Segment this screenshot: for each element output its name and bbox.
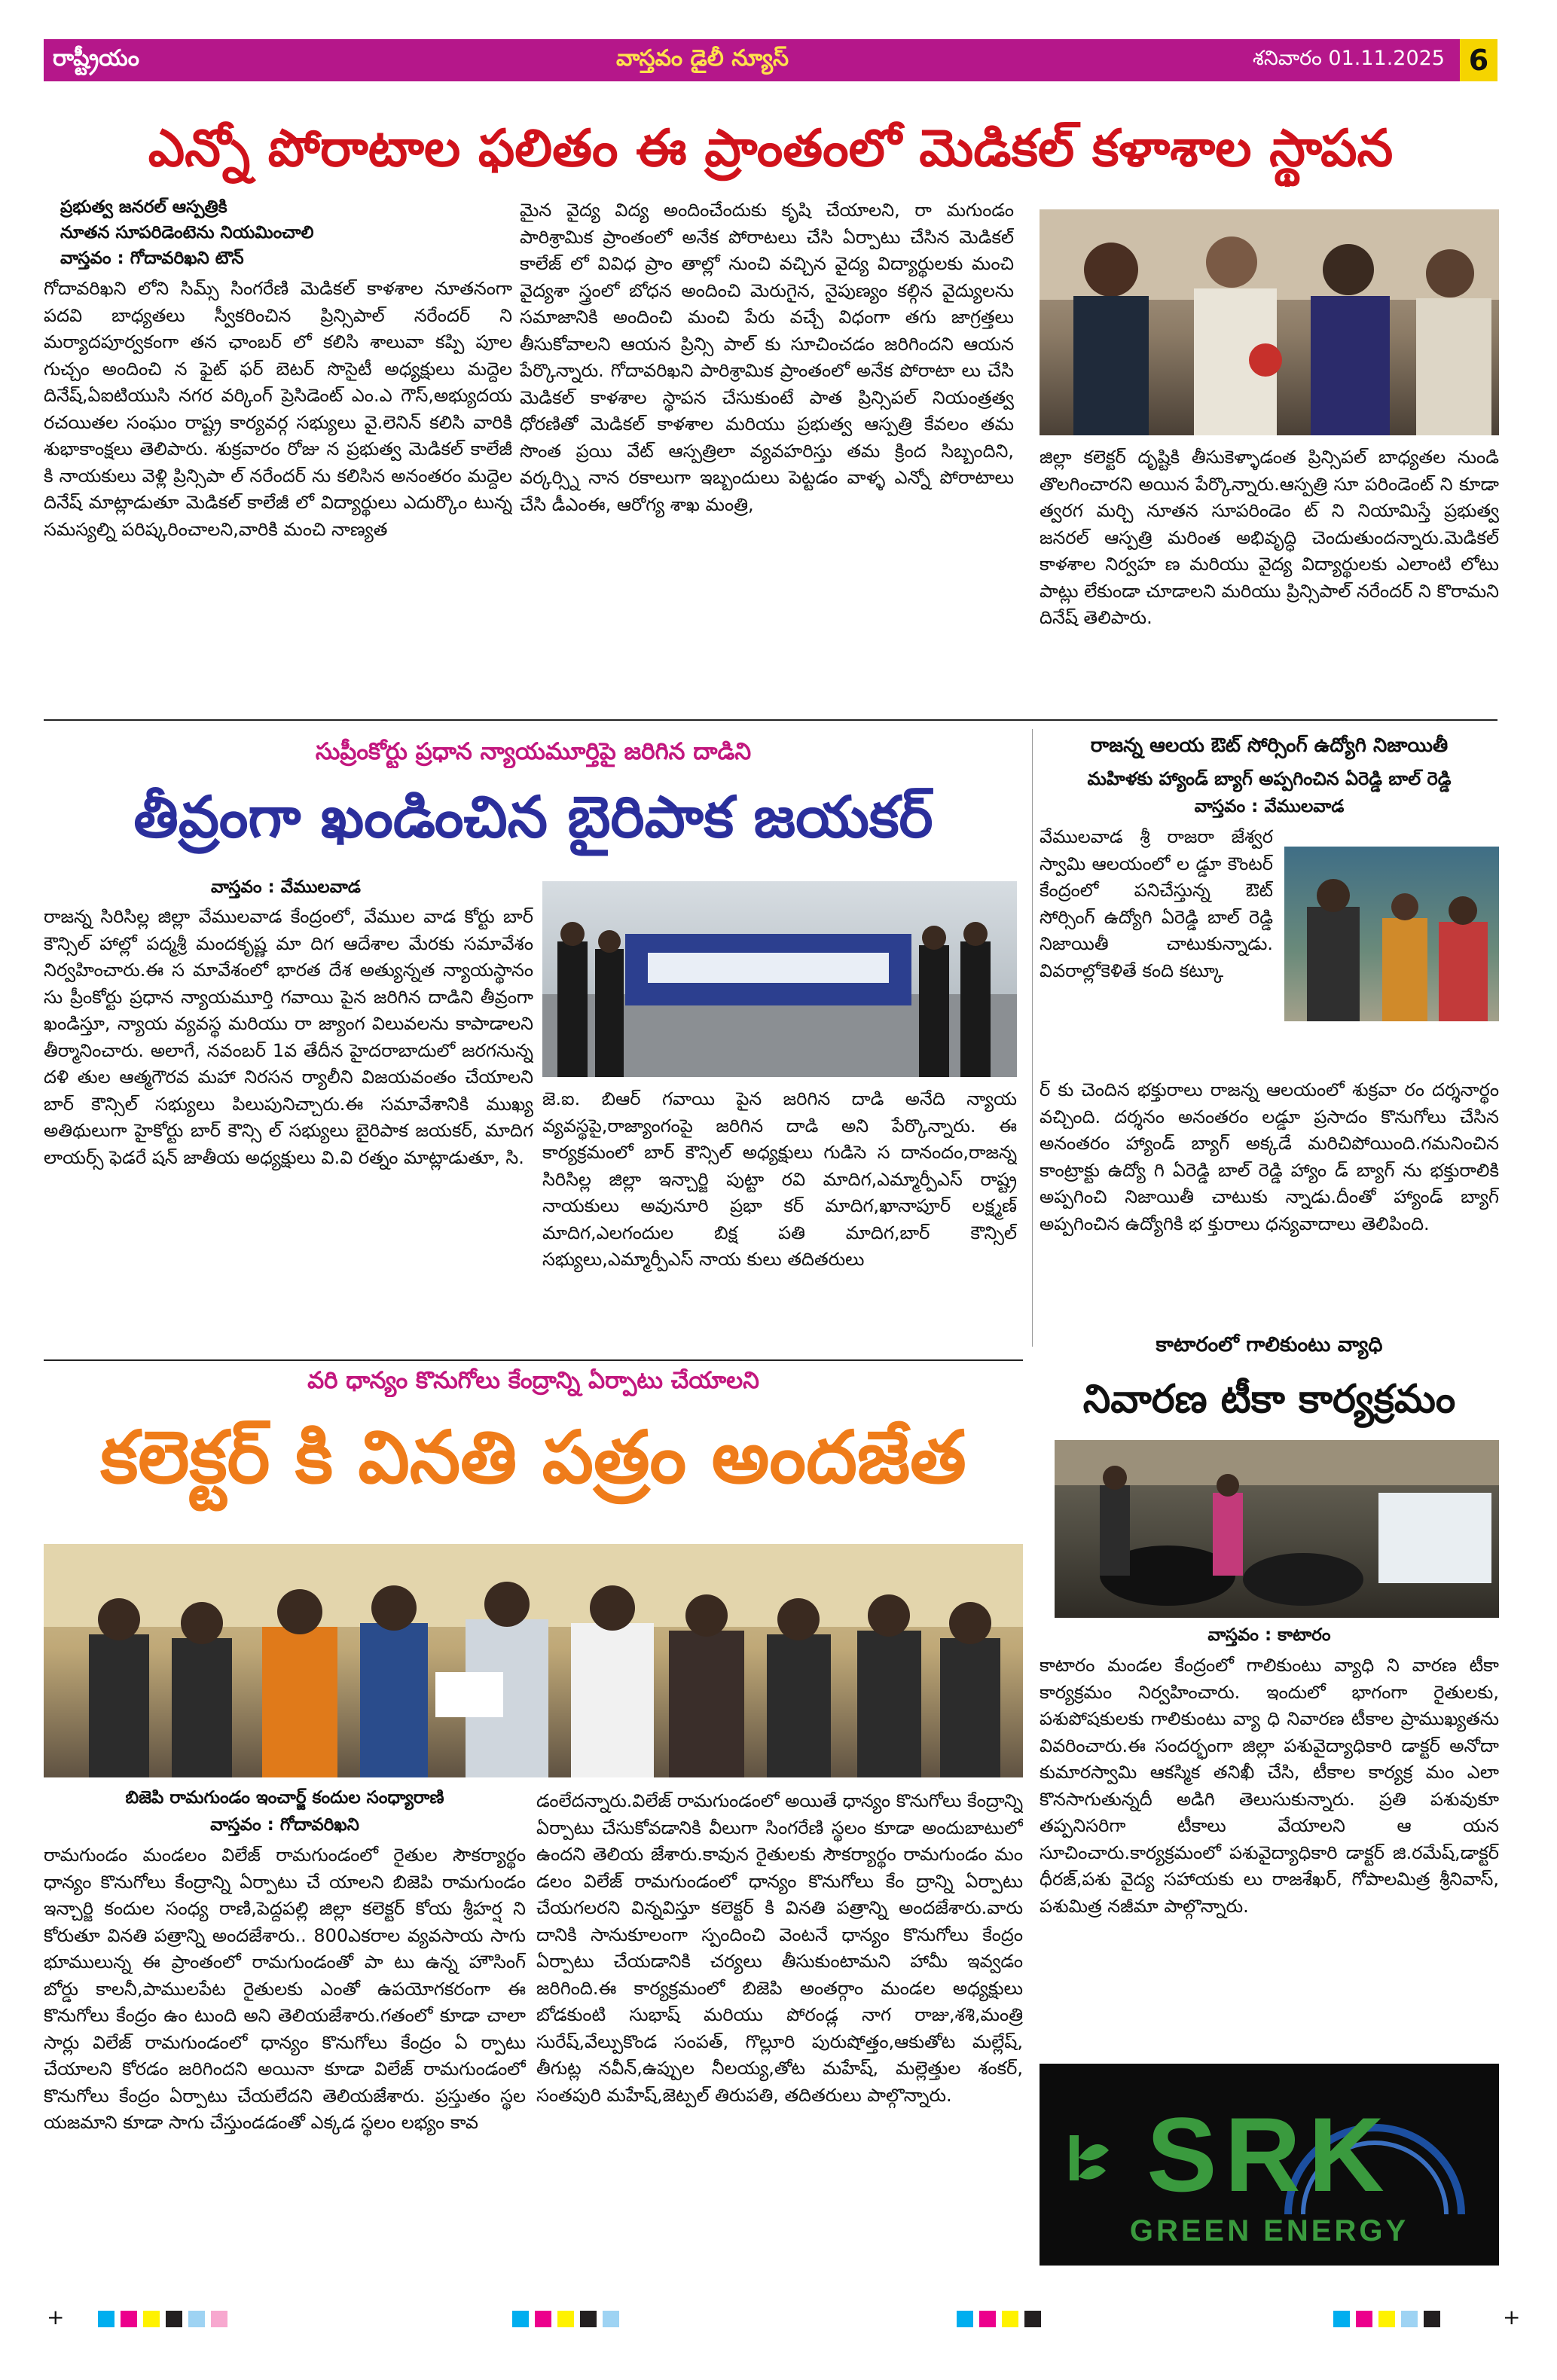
section-divider-lower <box>44 1359 1023 1361</box>
medical-col-2: మైన వైద్య విద్య అందించేందుకు కృషి చేయాలని, రా మగుండం పారిశ్రామిక ప్రాంతంలో అనేక పోరాటలు చేసి ఏర్పాటు చేసిన మెడికల్ కాలేజ్ లో వివిధ ప్రాం తాల్లో నుంచి వచ్చిన వైద్య విద్యార్థులకు మంచి వైద్యశా స్త్రంలో బోధన అందించి మెరుగైన, నైపుణ్యం కల్గిన వైద్యులను సమాజానికి అందించి మంచి పేరు వచ్చే విధంగా తగు జాగ్రత్తలు తీసుకోవాలని ఆయన ప్రిన్సి పాల్ కు సూచించడం జరిగిందని ఆయన పేర్కొన్నారు. గోదావరిఖని పారిశ్రామిక ప్రాంతంలో అనేక పోరాటా లు చేసి మెడికల్ కాళశాల స్థాపన చేసుకుంటే పాత ప్రిన్సిపల్ నియంత్రత్వ ధోరణితో మెడికల్ కాళశాల మరియు ప్రభుత్వ ఆస్పత్రి కేవలం తమ సొంత ప్రయి వేట్ ఆస్పత్రిలా వ్యవహరిస్తు తమ క్రింద సిబ్బందిని, వర్కర్స్ని నాన రకాలుగా ఇబ్బందులు పెట్టడం వాళ్ళ ఎన్నో పోరాటాలు చేసి డీఎంఈ, ఆరోగ్య శాఖ మంత్రి, <box>520 200 1014 515</box>
medical-col-3: జిల్లా కలెక్టర్ దృష్టికి తీసుకెళ్ళాడంత ప్రిన్సిపల్ బాధ్యతల నుండి తొలగించారని అయిన పేర్కొన్నారు.ఆస్పత్రి సూ పరిండెంట్ ని కూడా త్వరగ మర్చి నూతన సూపరిండెం ట్ ని నియామిస్తే ప్రభుత్వ జనరల్ ఆస్పత్రి మరింత అభివృద్ధి చెందుతుందన్నారు.మెడికల్ కాళశాల నిర్వహ ణ మరియు వైద్య విద్యార్థులకు ఎలాంటి లోటు పాట్లు లేకుండా చూడాలని మరియు ప్రిన్సిపాల్ నరేందర్ ని కొరామని దినేష్ తెలిపారు. <box>1040 447 1499 628</box>
colour-bar-1 <box>98 2311 249 2327</box>
vaccine-dateline: వాస్తవం : కాటారం <box>1207 1625 1331 1645</box>
temple-headline: మహిళకు హ్యాండ్ బ్యాగ్ అప్పగించిన ఏరెడ్డి బాల్ రెడ్డి <box>1087 768 1452 789</box>
page-header <box>44 39 1497 81</box>
masthead: వాస్తవం డైలీ న్యూస్ <box>616 45 789 72</box>
paddy-col-1: రామగుండం మండలం విలేజ్ రామగుండంలో రైతుల సౌకర్యార్థం ధాన్యం కొనుగోలు కేంద్రాన్ని ఏర్పాటు చే యాలని బిజెపి రామగుండం ఇన్చార్జి కందుల సంధ్య రాణి,పెద్దపల్లి జిల్లా కలెక్టర్ కోయ శ్రీహర్ష ని కోరుతూ వినతి పత్రాన్ని అందజేశారు.. 800ఎకరాల వ్యవసాయ సాగు భూములున్న ఈ ప్రాంతంలో రామగుండంతో పా టు ఉన్న హౌసింగ్ బోర్డు కాలనీ,పాములపేట రైతులకు ఎంతో ఉపయోగకరంగా ఈ కొనుగోలు కేంద్రం ఉం టుంది అని తెలియజేశారు.గతంలో కూడా చాలా సార్లు విలేజ్ రామగుండంలో ధాన్యం కొనుగోలు కేంద్రం ఏ ర్పాటు చేయాలని కోరడం జరిగిందని అయినా కూడా విలేజ్ రామగుండంలో కొనుగోలు కేంద్రం ఏర్పాటు చేయలేదని తెలియజేశారు. ప్రస్తుతం స్థల యజమాని కూడా సాగు చేస్తుండడంతో ఎక్కడ స్థలం లభ్యం కావ <box>44 1844 526 2133</box>
temple-dateline: వాస్తవం : వేములవాడ <box>1194 797 1345 816</box>
registration-mark-left: + <box>47 2305 65 2330</box>
jayakar-headline: తీవ్రంగా ఖండించిన బైరిపాక జయకర్ <box>133 783 933 850</box>
medical-subhead-1: ప్రభుత్వ జనరల్ ఆస్పత్రికి <box>60 197 227 217</box>
temple-kicker: రాజన్న ఆలయ ఔట్ సోర్సింగ్ ఉద్యోగి నిజాయితీ <box>1090 734 1449 757</box>
section-label: రాష్ట్రీయం <box>53 45 139 72</box>
section-divider <box>44 719 1497 721</box>
paddy-col-2: డంలేదన్నారు.విలేజ్ రామగుండంలో అయితే ధాన్యం కొనుగోలు కేంద్రాన్ని ఏర్పాటు చేసుకోవడానికి వీలుగా సింగరేణి స్థలం కూడా అందుబాటులో ఉందని తెలియ జేశారు.కావున రైతులకు సౌకర్యార్థం రామగుండం మం డలం విలేజ్ రామగుండంలో ధాన్యం కొనుగోలు కేం ద్రాన్ని ఏర్పాటు చేయగలరని విన్నవిస్తూ కలెక్టర్ కి వినతి పత్రాన్ని అందజేశారు.వారు దానికి సానుకూలంగా స్పందించి వెంటనే ధాన్యం కొనుగోలు కేంద్రం ఏర్పాటు చేయడానికి చర్యలు తీసుకుంటామని హామీ ఇవ్వడం జరిగింది.ఈ కార్యక్రమంలో బిజెపి అంతర్గాం మండల అధ్యక్షులు బోడకుంటి సుభాష్ మరియు పోరండ్ల నాగ రాజు,శశి,మంత్రి సురేష్,వేల్పుకొండ సంపత్, గొల్లూరి పురుషోత్తం,ఆకుతోట మల్లేష్, తీగుట్ల నవీన్,ఉప్పుల నీలయ్య,తోట మహేష్, మల్లెత్తుల శంకర్, సంతపురి మహేష్,జెట్పల్ తిరుపతి, తదితరులు పాల్గొన్నారు. <box>536 1790 1023 2106</box>
vaccine-photo <box>1055 1440 1499 1618</box>
colour-bar-2 <box>512 2311 663 2327</box>
issue-date: శనివారం 01.11.2025 <box>1253 47 1445 70</box>
temple-text-full: ర్ కు చెందిన భక్తురాలు రాజన్న ఆలయంలో శుక్రవా రం దర్శనార్థం వచ్చింది. దర్శనం అనంతరం లడ్డూ ప్రసాదం కొనుగోలు చేసిన అనంతరం హ్యాండ్ బ్యాగ్ అక్కడే మరిచిపోయింది.గమనించిన కాంట్రాక్టు ఉద్యో గి ఏరెడ్డి బాల్ రెడ్డి హ్యాం డ్ బ్యాగ్ ను భక్తురాలికి అప్పగించి నిజాయితీ చాటుకు న్నాడు.దీంతో హ్యాండ్ బ్యాగ్ అప్పగించిన ఉద్యోగికి భ క్తురాలు ధన్యవాదాలు తెలిపింది. <box>1040 1079 1499 1234</box>
medical-dateline: వాస్తవం : గోదావరిఖని టౌన్ <box>60 249 244 268</box>
memorandum-photo-illustration <box>44 1544 1023 1777</box>
paddy-photo <box>44 1544 1023 1777</box>
colour-bar-4 <box>1333 2311 1484 2327</box>
protest-photo-illustration <box>542 881 1017 1077</box>
vaccine-text: కాటారం మండల కేంద్రంలో గాలికుంటు వ్యాధి ని వారణ టీకా కార్యక్రమం నిర్వహించారు. ఇందులో భాగంగా రైతులకు, పశుపోషకులకు గాలికుంటు వ్యా ధి నివారణ టీకాల ప్రాముఖ్యతను వివరించారు.ఈ సందర్భంగా జిల్లా పశువైద్యాధికారి డాక్టర్ అనోదా కుమారస్వామి ఆకస్మిక తనిఖీ చేసి, టీకాల కార్యక్ర మం ఎలా కొనసాగుతున్నదీ అడిగి తెలుసుకున్నారు. ప్రతి పశువుకూ తప్పనిసరిగా టీకాలు వేయాలని ఆ యన సూచించారు.కార్యక్రమంలో పశువైద్యాధికారి డాక్టర్ జి.రమేష్,డాక్టర్ ధీరజ్,పశు వైద్య సహాయకు లు రాజశేఖర్, గోపాలమిత్ర శ్రీనివాస్, పశుమిత్ర నజీమా పాల్గొన్నారు. <box>1040 1655 1499 1917</box>
jayakar-col-1: రాజన్న సిరిసిల్ల జిల్లా వేములవాడ కేంద్రంలో, వేముల వాడ కోర్టు బార్ కౌన్సిల్ హాల్లో పద్మశ్రీ మందకృష్ణ మా దిగ ఆదేశాల మేరకు సమావేశం నిర్వహించారు.ఈ స మావేశంలో భారత దేశ అత్యున్నత న్యాయస్థానం సు ప్రీంకోర్టు ప్రధాన న్యాయమూర్తి గవాయి పైన జరిగిన దాడిని తీవ్రంగా ఖండిస్తూ, న్యాయ వ్యవస్థ మరియు రా జ్యాంగ విలువలను కాపాడాలని తీర్మానించారు. అలాగే, నవంబర్ 1వ తేదీన హైదరాబాదులో జరగనున్న దళి తుల ఆత్మగౌరవ మహా నిరసన ర్యాలీని విజయవంతం చేయాలని బార్ కౌన్సిల్ సభ్యులు పిలుపునిచ్చారు.ఈ సమావేశానికి ముఖ్య అతిథులుగా హైకోర్టు బార్ కౌన్సి ల్ సభ్యులు బైరిపాక జయకర్, మాదిగ లాయర్స్ ఫెడరే షన్ జాతీయ అధ్యక్షులు వి.వి రత్నం మాట్లాడుతూ, సి. <box>44 906 533 1168</box>
page-number: 6 <box>1460 39 1497 81</box>
cattle-photo-illustration <box>1055 1440 1499 1618</box>
paddy-caption: బిజెపి రామగుండం ఇంచార్జ్ కందుల సంధ్యారాణి <box>125 1788 444 1808</box>
group-photo-illustration <box>1040 209 1499 435</box>
vaccine-kicker: కాటారంలో గాలికుంటు వ్యాధి <box>1156 1333 1383 1356</box>
column-divider <box>1032 729 1033 1347</box>
handover-photo-illustration <box>1284 847 1499 1021</box>
colour-bar-3 <box>957 2311 1092 2327</box>
paddy-headline: కలెక్టర్ కి వినతి పత్రం అందజేత <box>100 1415 966 1500</box>
jayakar-kicker: సుప్రీంకోర్టు ప్రధాన న్యాయమూర్తిపై జరిగిన దాడిని <box>315 738 752 765</box>
ad-tagline: GREEN ENERGY <box>1129 2214 1409 2247</box>
paddy-dateline: వాస్తవం : గోదావరిఖని <box>210 1815 359 1835</box>
vaccine-headline: నివారణ టీకా కార్యక్రమం <box>1082 1377 1456 1422</box>
srk-advertisement <box>1040 2064 1499 2266</box>
jayakar-dateline: వాస్తవం : వేములవాడ <box>211 877 361 897</box>
temple-photo <box>1284 847 1499 1021</box>
jayakar-col-2: జె.ఐ. బిఆర్ గవాయి పైన జరిగిన దాడి అనేది న్యాయ వ్యవస్థపై,రాజ్యాంగంపై జరిగిన దాడి అని పేర్కొన్నారు. ఈ కార్యక్రమంలో బార్ కౌన్సిల్ అధ్యక్షులు గుడిసె స దానందం,రాజన్న సిరిసిల్ల జిల్లా ఇన్చార్జి పుట్టా రవి మాదిగ,ఎమ్మార్పీఎస్ రాష్ట్ర నాయకులు అవునూరి ప్రభా కర్ మాదిగ,ఖానాపూర్ లక్ష్మణ్ మాదిగ,ఎలగందుల బిక్ష పతి మాదిగ,బార్ కౌన్సిల్ సభ్యులు,ఎమ్మార్పీఎస్ నాయ కులు తదితరులు <box>542 1088 1017 1270</box>
medical-photo <box>1040 209 1499 435</box>
medical-headline: ఎన్నో పోరాటాల ఫలితం ఈ ప్రాంతంలో మెడికల్ కళాశాల స్థాపన <box>148 119 1394 178</box>
medical-subhead-2: నూతన సూపరిడెంటెను నియమించాలి <box>60 223 314 243</box>
ad-brand: SRK <box>1146 2095 1392 2214</box>
jayakar-photo <box>542 881 1017 1077</box>
registration-mark-right: + <box>1503 2305 1521 2330</box>
paddy-kicker: వరి ధాన్యం కొనుగోలు కేంద్రాన్ని ఏర్పాటు చేయాలని <box>307 1367 759 1394</box>
temple-text-side: వేములవాడ శ్రీ రాజరా జేశ్వర స్వామి ఆలయంలో ల డ్డూ కౌంటర్ కేంద్రంలో పనిచేస్తున్న ఔట్ సోర్సింగ్ ఉద్యోగి ఏరెడ్డి బాల్ రెడ్డి నిజాయితీ చాటుకున్నాడు. వివరాల్లోకెళితే కంది కట్కూ <box>1040 826 1273 981</box>
medical-col-1: గోదావరిఖని లోని సిమ్స్ సింగరేణి మెడికల్ కాళశాల నూతనంగా పదవి బాధ్యతలు స్వీకరించిన ప్రిన్సిపాల్ నరేందర్ ని మర్యాదపూర్వకంగా తన ఛాంబర్ లో కలిసి శాలువా కప్పి పూల గుచ్చం అందించి న ఫైట్ ఫర్ బెటర్ సొసైటీ అధ్యక్షులు మద్దెల దినేష్,ఏఐటియుసి నగర వర్కింగ్ ప్రెసిడెంట్ ఎం.ఎ గౌస్,అభ్యుదయ రచయితల సంఘం రాష్ట్ర కార్యవర్గ సభ్యులు వై.లెనిన్ కలిసి వారికి శుభాకాంక్షలు తెలిపారు. శుక్రవారం రోజు న ప్రభుత్వ మెడికల్ కాలేజీ కి నాయకులు వెళ్లి ప్రిన్సిపా ల్ నరేందర్ ను కలిసిన అనంతరం మద్దెల దినేష్ మాట్లాడుతూ మెడికల్ కాలేజీ లో విద్యార్థులు ఎదుర్కొం టున్న సమస్యల్ని పరిష్కరించాలని,వారికి మంచి నాణ్యత <box>44 278 512 540</box>
